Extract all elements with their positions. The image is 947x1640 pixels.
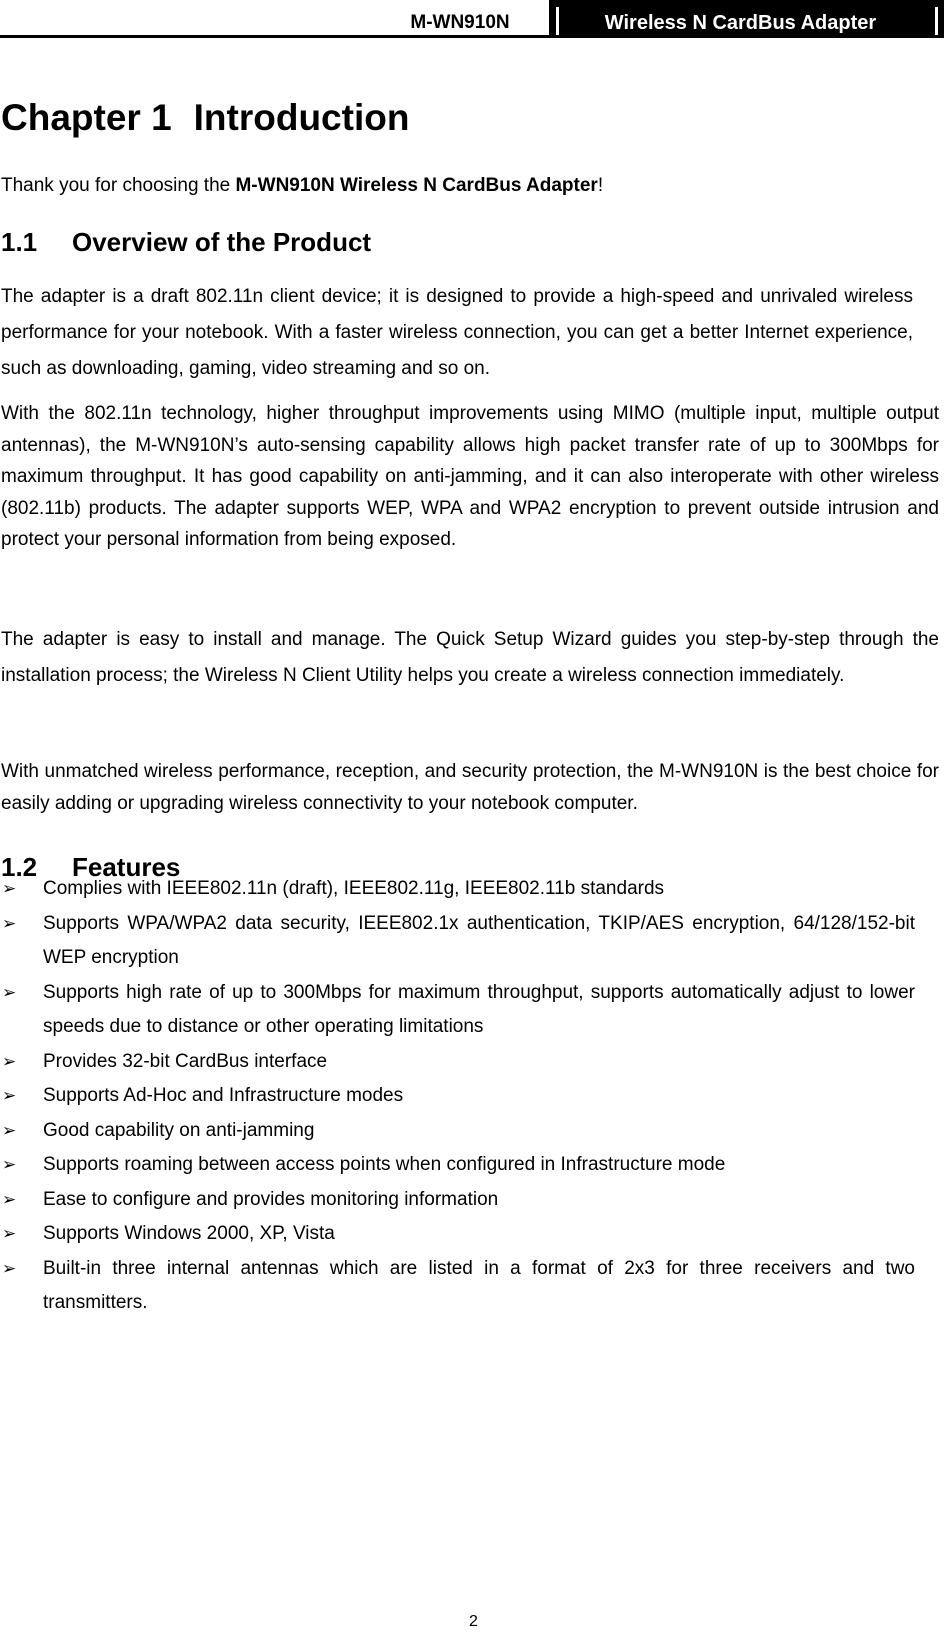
list-item bbox=[0, 1252, 915, 1321]
arrow-bullet-icon: ➢ bbox=[2, 1051, 17, 1071]
list-item bbox=[0, 1148, 915, 1183]
list-item bbox=[0, 872, 915, 907]
section-title: Overview of the Product bbox=[72, 227, 372, 257]
arrow-bullet-icon: ➢ bbox=[2, 1189, 17, 1209]
chapter-heading bbox=[1, 96, 409, 140]
paragraph-text: The adapter is a draft 802.11n client device; it is designed to provide a high-speed and unrivaled wireless performance for your notebook. With a faster wireless connection, you can get a better Internet experience, such as downloading, gaming, video streaming and so on. bbox=[1, 286, 913, 379]
overview-paragraph-2 bbox=[1, 398, 939, 556]
list-item-text: Supports roaming between access points when configured in Infrastructure mode bbox=[43, 1154, 726, 1175]
overview-paragraph-1 bbox=[1, 279, 913, 387]
paragraph-text: The adapter is easy to install and manage. The Quick Setup Wizard guides you step-by-step through the installation process; the Wireless N Client Utility helps you create a wireless connection immediately. bbox=[1, 629, 939, 686]
list-item-text: Good capability on anti-jamming bbox=[43, 1119, 315, 1141]
features-list bbox=[0, 872, 915, 1321]
arrow-bullet-icon: ➢ bbox=[2, 913, 17, 933]
intro-product-name: M-WN910N Wireless N CardBus Adapter bbox=[235, 175, 598, 196]
arrow-bullet-icon: ➢ bbox=[2, 1224, 17, 1243]
chapter-number: Chapter 1 bbox=[1, 97, 172, 138]
list-item-text: Supports Windows 2000, XP, Vista bbox=[43, 1223, 335, 1244]
header-box-divider-left bbox=[556, 7, 559, 36]
list-item-text: Supports Ad-Hoc and Infrastructure modes bbox=[43, 1085, 404, 1106]
list-item-text: Supports high rate of up to 300Mbps for maximum throughput, supports automatically adjust to lower speeds due to distance or other operating limitations bbox=[43, 981, 915, 1037]
list-item-text: Supports WPA/WPA2 data security, IEEE802.1x authentication, TKIP/AES encryption, 64/128/152-bit WEP encryption bbox=[43, 912, 915, 968]
paragraph-text: With unmatched wireless performance, reception, and security protection, the M-WN910N is the best choice for easily adding or upgrading wireless connectivity to your notebook computer. bbox=[1, 761, 939, 814]
header-product-label: Wireless N CardBus Adapter bbox=[562, 7, 919, 36]
list-item bbox=[0, 1183, 915, 1218]
list-item bbox=[0, 1114, 915, 1149]
chapter-title: Introduction bbox=[193, 97, 410, 138]
overview-paragraph-3 bbox=[1, 622, 939, 694]
paragraph-text: With the 802.11n technology, higher throughput improvements using MIMO (multiple input, multiple output antennas), the M-WN910N’s auto-sensing capability allows high packet transfer rate of up to 300Mbps for maximum throughput. It has good capability on anti-jamming, and it can also interoperate with other wireless (802.11b) products. The adapter supports WEP, WPA and WPA2 encryption to prevent outside intrusion and protect your personal information from being exposed. bbox=[1, 403, 939, 550]
arrow-bullet-icon: ➢ bbox=[2, 1120, 17, 1140]
list-item-text: Provides 32-bit CardBus interface bbox=[43, 1050, 328, 1072]
header-rule bbox=[0, 35, 944, 38]
section-number: 1.1 bbox=[1, 227, 38, 257]
header-product-box bbox=[549, 0, 944, 36]
list-item-text: Ease to configure and provides monitoring information bbox=[43, 1188, 499, 1210]
intro-line bbox=[1, 173, 603, 199]
list-item-text: Built-in three internal antennas which are listed in a format of 2x3 for three receivers and two transmitters. bbox=[43, 1257, 915, 1313]
page-header bbox=[0, 0, 947, 38]
section-title: Features bbox=[72, 852, 181, 882]
header-model-label: M-WN910N bbox=[410, 12, 510, 33]
list-item bbox=[0, 976, 915, 1045]
intro-prefix: Thank you for choosing the bbox=[1, 175, 236, 196]
arrow-bullet-icon: ➢ bbox=[2, 1086, 17, 1105]
list-item bbox=[0, 907, 915, 976]
intro-suffix: ! bbox=[597, 175, 604, 196]
section-heading-overview bbox=[1, 226, 371, 258]
overview-paragraph-4 bbox=[1, 756, 939, 819]
arrow-bullet-icon: ➢ bbox=[2, 879, 17, 898]
header-box-divider-right bbox=[935, 7, 938, 36]
list-item bbox=[0, 1217, 915, 1252]
section-number: 1.2 bbox=[1, 852, 38, 882]
list-item bbox=[0, 1079, 915, 1114]
list-item bbox=[0, 1045, 915, 1080]
page-number: 2 bbox=[469, 1613, 478, 1630]
arrow-bullet-icon: ➢ bbox=[2, 1258, 17, 1278]
arrow-bullet-icon: ➢ bbox=[2, 982, 17, 1002]
arrow-bullet-icon: ➢ bbox=[2, 1155, 17, 1174]
list-item-text: Complies with IEEE802.11n (draft), IEEE802.11g, IEEE802.11b standards bbox=[43, 878, 665, 899]
